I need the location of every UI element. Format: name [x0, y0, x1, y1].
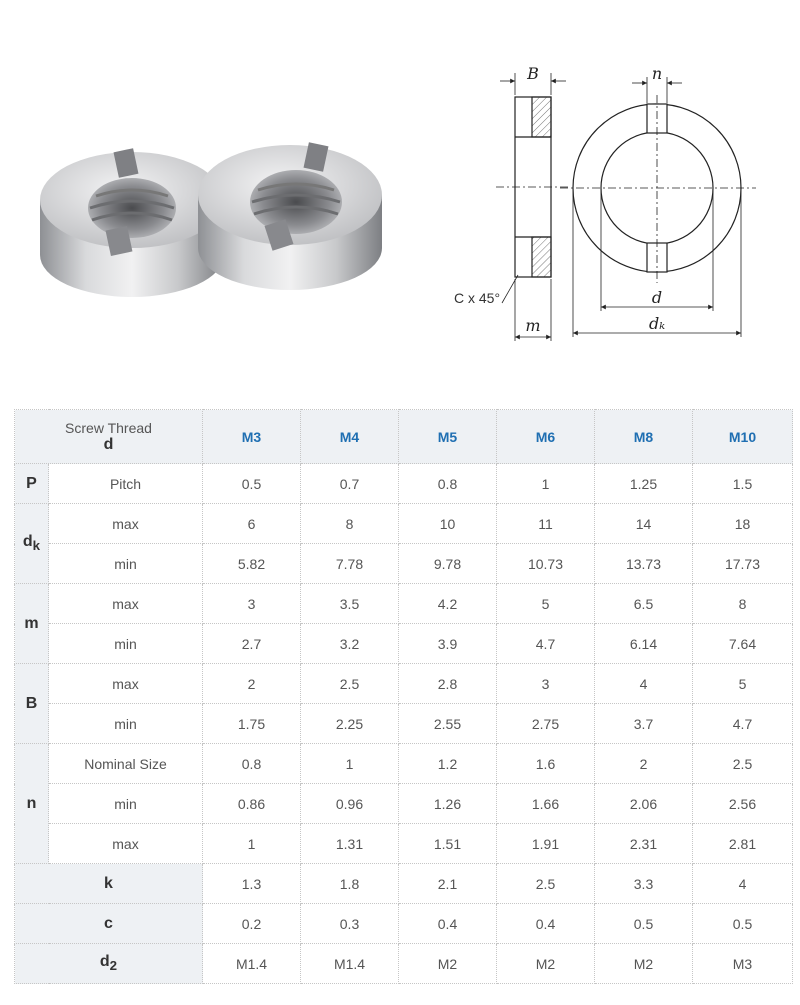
table-cell: 0.5: [595, 904, 693, 944]
sub-label: min: [49, 624, 203, 664]
table-cell: 1: [203, 824, 301, 864]
table-cell: 5: [497, 584, 595, 624]
table-cell: 6.14: [595, 624, 693, 664]
table-cell: 0.5: [693, 904, 793, 944]
table-cell: 2.5: [497, 864, 595, 904]
table-cell: 1.51: [399, 824, 497, 864]
table-cell: 2.06: [595, 784, 693, 824]
param-label: P: [15, 464, 49, 504]
table-cell: 0.86: [203, 784, 301, 824]
table-cell: 2.1: [399, 864, 497, 904]
table-cell: 13.73: [595, 544, 693, 584]
table-cell: 2.5: [301, 664, 399, 704]
table-cell: 2: [595, 744, 693, 784]
table-row: [15, 944, 793, 984]
table-cell: 0.4: [399, 904, 497, 944]
param-label: n: [15, 744, 49, 864]
table-cell: 3.3: [595, 864, 693, 904]
param-d2-main: d: [99, 953, 110, 971]
table-cell: 6: [203, 504, 301, 544]
param-dk-main: d: [22, 533, 33, 551]
param-label: [15, 944, 203, 984]
table-cell: 3.5: [301, 584, 399, 624]
table-cell: 0.5: [203, 464, 301, 504]
table-cell: 0.4: [497, 904, 595, 944]
table-cell: 7.64: [693, 624, 793, 664]
label-d: d: [651, 288, 663, 307]
label-B: B: [527, 64, 539, 83]
table-cell: 0.3: [301, 904, 399, 944]
table-cell: M2: [399, 944, 497, 984]
table-row: [15, 864, 793, 904]
table-cell: 2.56: [693, 784, 793, 824]
param-label: c: [15, 904, 203, 944]
table-row: [15, 904, 793, 944]
table-row: [15, 544, 793, 584]
sub-label: max: [49, 824, 203, 864]
table-cell: 1.75: [203, 704, 301, 744]
sub-label: max: [49, 664, 203, 704]
param-label: [15, 504, 49, 584]
table-cell: 1.5: [693, 464, 793, 504]
table-cell: 14: [595, 504, 693, 544]
table-cell: 2.25: [301, 704, 399, 744]
sub-label: Nominal Size: [49, 744, 203, 784]
label-dk: dₖ: [648, 314, 666, 333]
nut-left: [40, 148, 224, 297]
table-cell: 2: [203, 664, 301, 704]
table-cell: 6.5: [595, 584, 693, 624]
table-cell: M2: [497, 944, 595, 984]
table-cell: 4.7: [693, 704, 793, 744]
table-row: [15, 624, 793, 664]
size-header: M8: [595, 410, 693, 464]
table-cell: 10.73: [497, 544, 595, 584]
table-cell: 1.66: [497, 784, 595, 824]
table-cell: 9.78: [399, 544, 497, 584]
table-cell: 2.31: [595, 824, 693, 864]
table-cell: 4: [595, 664, 693, 704]
table-cell: M1.4: [301, 944, 399, 984]
table-row: [15, 464, 793, 504]
nut-right: [198, 142, 382, 290]
table-cell: 4.2: [399, 584, 497, 624]
param-label: k: [15, 864, 203, 904]
table-row: [15, 504, 793, 544]
table-cell: 1.2: [399, 744, 497, 784]
sub-label: min: [49, 544, 203, 584]
table-cell: 18: [693, 504, 793, 544]
table-cell: 1: [497, 464, 595, 504]
side-view: [496, 73, 570, 341]
header-row: [15, 410, 793, 464]
table-cell: 1.31: [301, 824, 399, 864]
sub-label: min: [49, 784, 203, 824]
sub-label: min: [49, 704, 203, 744]
table-cell: 1.8: [301, 864, 399, 904]
table-cell: 2.81: [693, 824, 793, 864]
table-cell: 2.5: [693, 744, 793, 784]
sub-label: max: [49, 504, 203, 544]
spec-table: [14, 409, 793, 984]
table-cell: 8: [301, 504, 399, 544]
sub-label: Pitch: [49, 464, 203, 504]
table-cell: 17.73: [693, 544, 793, 584]
table-cell: 5: [693, 664, 793, 704]
table-row: [15, 704, 793, 744]
table-cell: 3.2: [301, 624, 399, 664]
table-cell: 3: [203, 584, 301, 624]
table-cell: 0.96: [301, 784, 399, 824]
table-cell: M1.4: [203, 944, 301, 984]
table-cell: 1.91: [497, 824, 595, 864]
table-cell: 2.8: [399, 664, 497, 704]
table-cell: M3: [693, 944, 793, 984]
table-cell: 3: [497, 664, 595, 704]
table-row: [15, 784, 793, 824]
table-row: [15, 744, 793, 784]
table-cell: 1.26: [399, 784, 497, 824]
param-label: B: [15, 664, 49, 744]
size-header: M6: [497, 410, 595, 464]
table-cell: 7.78: [301, 544, 399, 584]
table-cell: 1: [301, 744, 399, 784]
table-cell: 10: [399, 504, 497, 544]
label-chamfer: C x 45°: [454, 290, 501, 306]
table-row: [15, 584, 793, 624]
table-cell: 0.8: [203, 744, 301, 784]
table-cell: 1.25: [595, 464, 693, 504]
table-cell: 2.7: [203, 624, 301, 664]
table-cell: M2: [595, 944, 693, 984]
table-cell: 3.9: [399, 624, 497, 664]
table-row: [15, 824, 793, 864]
table-cell: 8: [693, 584, 793, 624]
table-cell: 0.7: [301, 464, 399, 504]
table-cell: 4.7: [497, 624, 595, 664]
technical-drawing: [440, 55, 780, 355]
product-photo: [20, 80, 390, 340]
screw-thread-label: Screw Thread: [65, 419, 152, 436]
table-cell: 2.75: [497, 704, 595, 744]
table-cell: 0.2: [203, 904, 301, 944]
screw-thread-symbol: d: [103, 435, 114, 453]
table-cell: 2.55: [399, 704, 497, 744]
table-cell: 1.6: [497, 744, 595, 784]
label-n: n: [651, 64, 663, 83]
label-m: m: [525, 316, 541, 335]
table-cell: 1.3: [203, 864, 301, 904]
corner-cell: [15, 410, 203, 464]
param-label: m: [15, 584, 49, 664]
size-header: M3: [203, 410, 301, 464]
size-header: M10: [693, 410, 793, 464]
table-cell: 4: [693, 864, 793, 904]
table-cell: 11: [497, 504, 595, 544]
table-cell: 5.82: [203, 544, 301, 584]
param-dk-sub: k: [32, 538, 41, 554]
table-cell: 0.8: [399, 464, 497, 504]
table-row: [15, 664, 793, 704]
sub-label: max: [49, 584, 203, 624]
table-cell: 3.7: [595, 704, 693, 744]
param-d2-sub: 2: [109, 958, 118, 974]
size-header: M5: [399, 410, 497, 464]
size-header: M4: [301, 410, 399, 464]
